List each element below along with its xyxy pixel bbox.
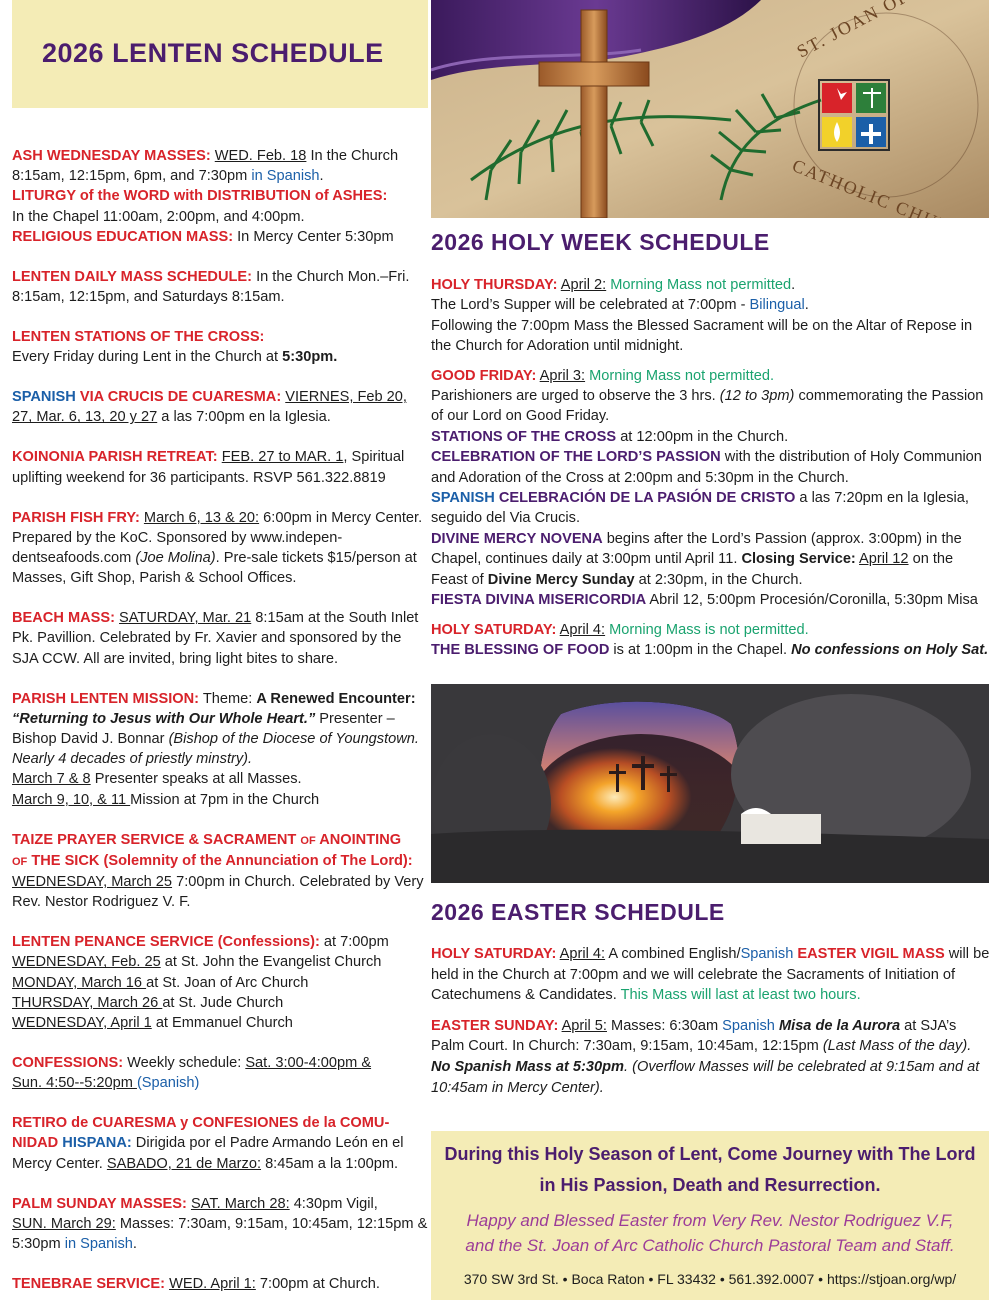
closing-message-line2: in His Passion, Death and Resurrection. [539, 1175, 881, 1195]
palm-label: PALM SUNDAY MASSES: [12, 1195, 187, 1212]
easter-schedule [431, 944, 991, 1108]
holy-week-title: 2026 HOLY WEEK SCHEDULE [431, 229, 770, 255]
novena-text2: on the Feast of [431, 551, 954, 588]
holy-saturday-note: Morning Mass is not permitted. [605, 621, 809, 638]
beach-label: BEACH MASS: [12, 610, 115, 627]
closing-greeting-line2: and the St. Joan of Arc Catholic Church Pastoral Team and Staff. [465, 1236, 955, 1255]
friday-italic: (12 to 3pm) [719, 388, 795, 405]
penance-date4: WEDNESDAY, April 1 [12, 1015, 152, 1032]
blessing-text: is at 1:00pm in the Chapel. [609, 641, 792, 658]
easter-saturday-spanish: Spanish [740, 946, 794, 962]
ash-wednesday-block [12, 146, 428, 247]
daily-label: LENTEN DAILY MASS SCHEDULE: [12, 268, 253, 285]
lent-title: 2026 LENTEN SCHEDULE [42, 38, 384, 68]
holy-week-schedule [431, 275, 991, 660]
spanish-passion-spanish: SPANISH [431, 490, 495, 507]
penance-date2: MONDAY, March 16 [12, 974, 147, 991]
retiro-text: Dirigida por el Padre Armando León en el Mercy Center. [12, 1135, 404, 1172]
spanish-passion-label: CELEBRACIÓN DE LA PASIÓN DE CRISTO [494, 490, 796, 507]
easter-no-spanish: No Spanish Mass at 5:30pm [431, 1058, 625, 1075]
penance-text2: at St. Joan of Arc Church [146, 974, 309, 991]
taize-text: 7:00pm in Church. Celebrated by Very Rev. Nestor Rodriguez V. F. [12, 874, 424, 911]
closing-message-box [431, 1131, 989, 1300]
spanish-passion-block [431, 488, 991, 529]
friday-date: April 3: [539, 367, 586, 384]
daily-mass-block [12, 267, 428, 307]
taize-label2: ANOINTING [315, 831, 402, 848]
easter-saturday-note: This Mass will last at least two hours. [620, 987, 861, 1004]
stations-label: LENTEN STATIONS OF THE CROSS: [12, 329, 265, 346]
holy-stations-text: at 12:00pm in the Church. [616, 428, 789, 445]
fish-fry-text: 6:00pm in Mercy Center. Prepared by the KoC. Sponsored by www.indepen-dentseafoods.com [12, 509, 423, 567]
penance-date1: WEDNESDAY, Feb. 25 [12, 954, 161, 971]
novena-block [431, 529, 991, 590]
fish-fry-block [12, 508, 428, 589]
easter-sunday-text2: at SJA’s Palm Court. In Church: 7:30am, 9:15am, 10:45am, 12:15pm [431, 1017, 957, 1055]
thursday-dot2: . [804, 297, 809, 314]
thursday-bilingual: Bilingual [749, 297, 805, 314]
holy-saturday-label: HOLY SATURDAY: [431, 621, 557, 638]
fiesta-label: FIESTA DIVINA MISERICORDIA [431, 592, 647, 609]
lent-header [12, 0, 428, 108]
thursday-date: April 2: [560, 277, 607, 293]
religious-ed-label: RELIGIOUS EDUCATION MASS: [12, 228, 234, 245]
easter-sunday-date: April 5: [561, 1017, 607, 1034]
palm-date2: SUN. March 29: [12, 1215, 116, 1232]
easter-saturday-block [431, 944, 991, 1006]
passion-block [431, 447, 991, 488]
closing-message [431, 1139, 989, 1201]
palm-text1: 4:30pm Vigil, [289, 1195, 378, 1212]
novena-label: DIVINE MERCY NOVENA [431, 530, 603, 547]
easter-sunday-italic: (Last Mass of the day). [822, 1038, 972, 1055]
ash-date: WED. Feb. 18 [214, 148, 307, 164]
fiesta-block [431, 590, 991, 610]
fish-fry-italic: (Joe Molina) [135, 550, 216, 567]
confessions-date2: Sun. 4:50--5:20pm [12, 1075, 137, 1092]
taize-of1: OF [300, 834, 316, 847]
passion-text: with the distribution of Holy Communion and Adoration of the Cross at 2:00pm and 5:30pm in the Church. [431, 449, 982, 486]
easter-saturday-text2: will be held in the Church at 7:00pm and we will celebrate the Sacraments of Initiation of Catechumens & Candidates. [431, 946, 990, 1004]
taize-label1: TAIZE PRAYER SERVICE & SACRAMENT [12, 831, 301, 848]
easter-sunday-misa: Misa de la Aurora [774, 1017, 901, 1034]
empty-tomb-svg [431, 684, 989, 883]
daily-text: In the Church Mon.–Fri. 8:15am, 12:15pm, and Saturdays 8:15am. [12, 268, 410, 306]
palm-date1: SAT. March 28: [190, 1195, 290, 1212]
confessions-spanish: (Spanish) [136, 1075, 200, 1092]
friday-text2: commemorating the Passion of our Lord on Good Friday. [431, 388, 984, 425]
holy-saturday-block [431, 620, 991, 661]
liturgy-label: LITURGY of the WORD with DISTRIBUTION of ASHES: [12, 188, 388, 205]
easter-title: 2026 EASTER SCHEDULE [431, 899, 725, 925]
thursday-text2: Following the 7:00pm Mass the Blessed Sacrament will be on the Altar of Repose in the Church for Adoration until midnight. [431, 317, 973, 355]
penance-text4: at Emmanuel Church [151, 1015, 293, 1032]
ash-spanish: in Spanish [251, 168, 320, 185]
fish-fry-date: March 6, 13 & 20: [143, 509, 260, 526]
religious-ed-text: In Mercy Center 5:30pm [233, 228, 394, 245]
beach-date: SATURDAY, Mar. 21 [119, 610, 252, 627]
easter-vigil-label: EASTER VIGIL MASS [793, 946, 945, 962]
holy-saturday-date: April 4: [559, 621, 606, 638]
retiro-block [12, 1113, 428, 1174]
mission-label: PARISH LENTEN MISSION: [12, 690, 200, 707]
penance-block [12, 932, 428, 1033]
ash-end: . [319, 168, 324, 185]
thursday-note: Morning Mass not permitted [606, 277, 792, 293]
ash-label: ASH WEDNESDAY MASSES: [12, 148, 211, 164]
friday-note: Morning Mass not permitted. [585, 367, 775, 384]
retiro-date: SABADO, 21 de Marzo: [106, 1155, 262, 1172]
spanish-passion-text: a las 7:20pm en la Iglesia, seguido del Via Crucis. [431, 490, 969, 527]
easter-saturday-text: A combined English/ [605, 946, 741, 962]
closing-message-line1: During this Holy Season of Lent, Come Journey with The Lord [444, 1144, 976, 1164]
tenebrae-date: WED. April 1: [169, 1276, 256, 1293]
taize-of2: OF [12, 855, 28, 868]
beach-text: 8:15am at the South Inlet Pk. Pavillion. Celebrated by Fr. Xavier and sponsored by the SJA CCW. All are invited, bring light bites to share. [12, 610, 419, 667]
via-crucis-spanish: SPANISH [12, 389, 76, 406]
mission-italic: (Bishop of the Diocese of Youngstown. Nearly 4 decades of priestly minstry). [12, 731, 419, 768]
fish-fry-label: PARISH FISH FRY: [12, 509, 140, 526]
koinonia-text: , Spiritual uplifting weekend for 36 participants. RSVP 561.322.8819 [12, 449, 405, 486]
easter-sunday-label: EASTER SUNDAY: [431, 1017, 559, 1034]
confessions-label: CONFESSIONS: [12, 1055, 124, 1072]
holy-stations-label: STATIONS OF THE CROSS [431, 428, 617, 445]
blessing-note: No confessions on Holy Sat. [791, 641, 989, 658]
via-crucis-label: VIA CRUCIS DE CUARESMA: [75, 389, 282, 406]
mission-text2: Mission at 7pm in the Church [130, 791, 320, 808]
closing-greeting [431, 1208, 989, 1258]
closing-greeting-line1: Happy and Blessed Easter from Very Rev. Nestor Rodriguez V.F, [466, 1211, 954, 1230]
easter-sunday-text: Masses: 6:30am [606, 1017, 723, 1034]
palm-end: . [132, 1236, 137, 1253]
confessions-block [12, 1053, 428, 1093]
easter-sunday-spanish: Spanish [722, 1017, 775, 1034]
mission-date1: March 7 & 8 [12, 771, 91, 788]
tenebrae-text: 7:00pm at Church. [255, 1276, 380, 1293]
holy-thursday-block [431, 275, 991, 357]
stations-holy-block [431, 427, 991, 447]
burial-cloth [741, 814, 821, 844]
liturgy-text: In the Chapel 11:00am, 2:00pm, and 4:00pm. [12, 208, 305, 225]
thursday-text: The Lord’s Supper will be celebrated at 7:00pm - [431, 297, 750, 314]
friday-text: Parishioners are urged to observe the 3 hrs. [431, 388, 720, 405]
mission-block [12, 689, 428, 810]
mission-theme-label: Theme: [199, 690, 257, 707]
taize-date: WEDNESDAY, March 25 [12, 874, 173, 891]
mission-text1: Presenter speaks at all Masses. [90, 771, 302, 788]
tenebrae-block [12, 1274, 428, 1294]
via-crucis-text: a las 7:00pm en la Iglesia. [157, 409, 331, 426]
penance-label: LENTEN PENANCE SERVICE (Confessions): [12, 934, 320, 951]
retiro-text2: 8:45am a la 1:00pm. [261, 1155, 399, 1172]
palm-spanish: in Spanish [64, 1236, 133, 1253]
easter-saturday-date: April 4: [559, 946, 606, 962]
friday-label: GOOD FRIDAY: [431, 367, 537, 384]
mission-theme: A Renewed Encounter: [256, 690, 416, 707]
retiro-label: RETIRO de CUARESMA y CONFESIONES de la COMU-NIDAD [12, 1115, 390, 1152]
stations-time: 5:30pm. [282, 349, 338, 366]
confessions-text: Weekly schedule: [123, 1055, 246, 1072]
fiesta-text: Abril 12, 5:00pm Procesión/Coronilla, 5:30pm Misa [646, 592, 978, 609]
penance-text: at 7:00pm [319, 934, 389, 951]
koinonia-date: FEB. 27 to MAR. 1 [221, 449, 344, 466]
easter-sunday-italic2: . (Overflow Masses will be celebrated at 9:15am and at 10:45am in Mercy Center). [431, 1058, 980, 1096]
palm-sunday-block [12, 1194, 428, 1255]
taize-block [12, 830, 428, 913]
novena-date: April 12 [859, 551, 909, 568]
mission-date2: March 9, 10, & 11 [12, 791, 131, 808]
palm-text2: Masses: 7:30am, 9:15am, 10:45am, 12:15pm & 5:30pm [12, 1215, 428, 1253]
cross-banner-svg [431, 0, 989, 218]
taize-label3: THE SICK (Solemnity of the Annunciation of The Lord): [27, 852, 413, 869]
via-crucis-block [12, 387, 428, 427]
church-address: 370 SW 3rd St. • Boca Raton • FL 33432 • 561.392.0007 • https://stjoan.org/wp/ [463, 1271, 957, 1287]
penance-text3: at St. Jude Church [162, 994, 284, 1011]
novena-feast: Divine Mercy Sunday [487, 571, 635, 588]
koinonia-label: KOINONIA PARISH RETREAT: [12, 449, 218, 466]
thursday-label: HOLY THURSDAY: [431, 277, 558, 293]
stations-text: Every Friday during Lent in the Church at [12, 349, 283, 366]
cross-banner-image [431, 0, 989, 218]
beach-mass-block [12, 608, 428, 669]
passion-label: CELEBRATION OF THE LORD’S PASSION [431, 449, 721, 466]
easter-sunday-block [431, 1016, 991, 1098]
stations-block [12, 327, 428, 367]
novena-text: begins after the Lord’s Passion (approx. 3:00pm) in the Chapel, continues daily at 3:00pm until April 11. [431, 530, 962, 568]
novena-closing: Closing Service: [741, 551, 856, 568]
via-crucis-date: VIERNES, Feb 20, 27, Mar. 6, 13, 20 y 27 [12, 389, 407, 426]
retiro-hispana: HISPANA: [62, 1135, 132, 1152]
tenebrae-label: TENEBRAE SERVICE: [12, 1276, 165, 1293]
lent-schedule [12, 146, 428, 1314]
blessing-label: THE BLESSING OF FOOD [431, 641, 610, 658]
confessions-date1: Sat. 3:00-4:00pm & [245, 1055, 372, 1072]
penance-date3: THURSDAY, March 26 [12, 994, 163, 1011]
penance-text1: at St. John the Evangelist Church [160, 954, 382, 971]
fish-fry-text2: . Pre-sale tickets $15/person at Masses, Gift Shop, Parish & School Offices. [12, 550, 417, 587]
thursday-dot: . [791, 277, 796, 293]
easter-saturday-label: HOLY SATURDAY: [431, 946, 557, 962]
ash-text: In the Church 8:15am, 12:15pm, 6pm, and 7:30pm [12, 148, 399, 185]
koinonia-block [12, 447, 428, 487]
good-friday-block [431, 366, 991, 427]
novena-text3: at 2:30pm, in the Church. [634, 571, 803, 588]
mission-text: Presenter – Bishop David J. Bonnar [12, 710, 395, 748]
empty-tomb-image [431, 684, 989, 883]
mission-quote: “Returning to Jesus with Our Whole Heart.” [12, 710, 316, 727]
